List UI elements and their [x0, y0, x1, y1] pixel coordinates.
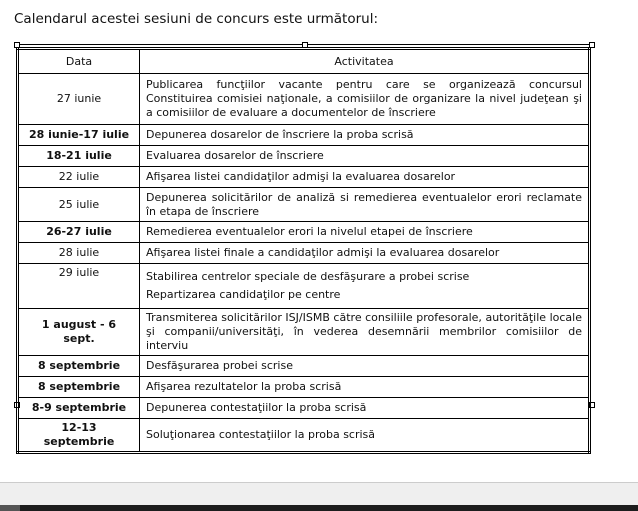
taskbar	[0, 505, 638, 511]
row-activity	[140, 167, 590, 188]
row-activity	[140, 419, 590, 453]
activity-text: Transmiterea solicitărilor ISJ/ISMB către consiliile profesorale, autorităţile locale şi companii/universităţi, în vederea desemnării membrilor comisiilor de interviu	[146, 311, 582, 352]
row-activity	[140, 74, 590, 125]
table-row	[18, 356, 590, 377]
row-date: 26-27 iulie	[18, 222, 140, 243]
row-activity	[140, 243, 590, 264]
table-row	[18, 222, 590, 243]
table-header-row	[18, 49, 590, 74]
row-date: 22 iulie	[18, 167, 140, 188]
intro-text: Calendarul acestei sesiuni de concurs este următorul:	[14, 11, 378, 27]
table-row	[18, 243, 590, 264]
table-row	[18, 377, 590, 398]
activity-text: Afişarea rezultatelor la proba scrisă	[146, 380, 342, 393]
table-row	[18, 146, 590, 167]
row-date: 1 august - 6 sept.	[18, 309, 140, 356]
activity-text: Evaluarea dosarelor de înscriere	[146, 149, 324, 162]
row-date: 18-21 iulie	[18, 146, 140, 167]
activity-text: Remedierea eventualelor erori la nivelul etapei de înscriere	[146, 225, 473, 238]
row-date: 8-9 septembrie	[18, 398, 140, 419]
table-row	[18, 74, 590, 125]
table-row	[18, 398, 590, 419]
table-row	[18, 309, 590, 356]
table-row	[18, 188, 590, 222]
row-date: 8 septembrie	[18, 356, 140, 377]
activity-text: Depunerea solicitărilor de analiză si remedierea eventualelor erori reclamate în etapa de înscriere	[146, 190, 582, 218]
activity-text: Depunerea contestaţiilor la proba scrisă	[146, 401, 367, 414]
header-activity: Activitatea	[140, 49, 590, 74]
row-date: 8 septembrie	[18, 377, 140, 398]
activity-text: Soluţionarea contestaţiilor la proba scrisă	[146, 428, 376, 441]
row-activity	[140, 377, 590, 398]
row-activity	[140, 222, 590, 243]
row-activity	[140, 309, 590, 356]
row-date: 25 iulie	[18, 188, 140, 222]
activity-text: Desfăşurarea probei scrise	[146, 359, 293, 372]
activity-text: Afişarea listei candidaţilor admişi la evaluarea dosarelor	[146, 170, 456, 183]
schedule-table	[16, 47, 591, 454]
activity-text: Depunerea dosarelor de înscriere la proba scrisă	[146, 128, 414, 141]
activity-text: Publicarea funcţiilor vacante pentru care se organizează concursul Constituirea comisiei naţionale, a comisiilor de organizare la nivel judeţean şi a comisiilor de evaluare a documentelor de înscriere	[146, 78, 582, 119]
status-bar	[0, 482, 638, 506]
activity-text: Stabilirea centrelor speciale de desfăşurare a probei scrise	[146, 270, 470, 283]
table-row	[18, 125, 590, 146]
row-date: 12-13 septembrie	[18, 419, 140, 453]
row-date: 29 iulie	[18, 264, 140, 309]
row-date: 28 iunie-17 iulie	[18, 125, 140, 146]
activity-text: Repartizarea candidaţilor pe centre	[146, 288, 341, 301]
header-date: Data	[18, 49, 140, 74]
row-activity	[140, 125, 590, 146]
row-activity	[140, 188, 590, 222]
table-row	[18, 264, 590, 309]
row-date: 27 iunie	[18, 74, 140, 125]
table-row	[18, 419, 590, 453]
row-activity	[140, 398, 590, 419]
table-row	[18, 167, 590, 188]
row-activity	[140, 264, 590, 309]
row-activity	[140, 146, 590, 167]
activity-text: Afişarea listei finale a candidaţilor admişi la evaluarea dosarelor	[146, 246, 500, 259]
row-activity	[140, 356, 590, 377]
row-date: 28 iulie	[18, 243, 140, 264]
